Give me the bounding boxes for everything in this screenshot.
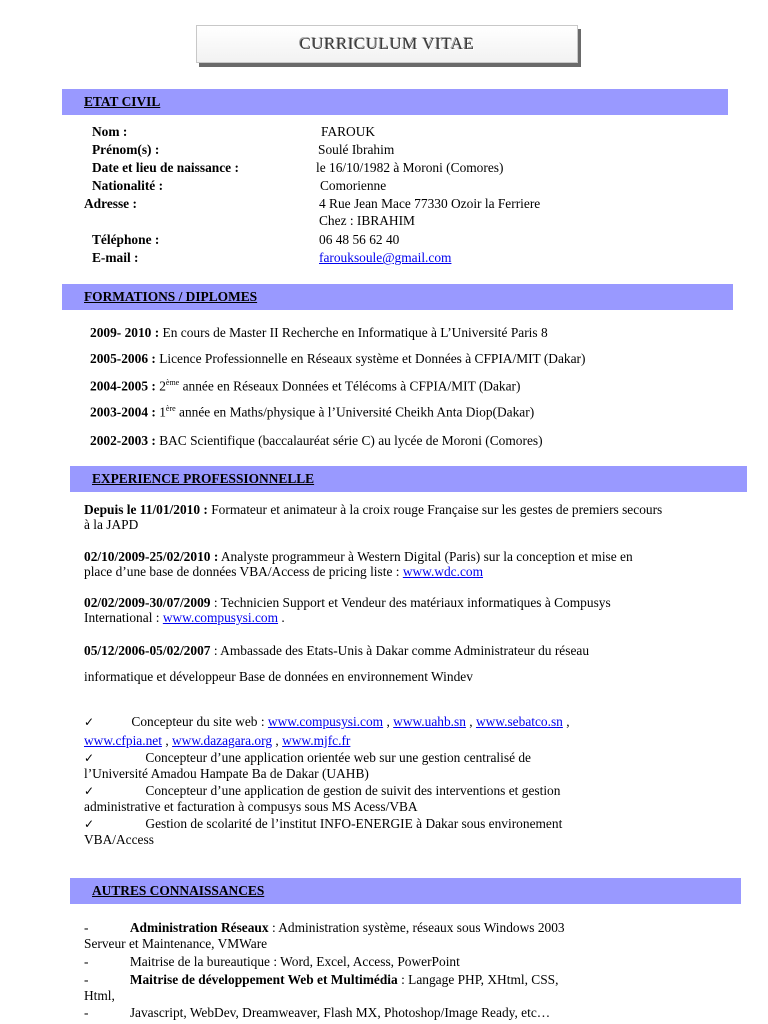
skill-bold: Administration Réseaux [129,920,269,935]
skill-item [84,1005,550,1021]
formation-item [90,378,520,394]
dash-bullet: - [84,972,89,987]
experience-text: Formateur et animateur à la croix rouge Française sur les gestes de premiers secours à la JAPD [84,502,663,532]
skill-text: Maitrise de la bureautique : Word, Excel, Access, PowerPoint [129,954,460,969]
section-heading-formations: FORMATIONS / DIPLOMES [84,289,258,304]
formation-text: BAC Scientifique (baccalauréat série C) au lycée de Moroni (Comores) [159,433,543,448]
label-email: E-mail : [92,250,139,265]
skill-text-line2: Serveur et Maintenance, VMWare [84,936,268,951]
section-band-experience [70,466,747,492]
site-link[interactable]: www.dazagara.org [172,733,273,748]
experience-period: 02/10/2009-25/02/2010 : [84,549,219,564]
experience-text: : Technicien Support et Vendeur des matériaux informatiques à Compusys International : [84,595,611,625]
cv-title-box [196,25,578,63]
section-band-autres [70,878,741,904]
formation-years: 2002-2003 : [90,433,156,448]
site-link[interactable]: www.compusysi.com [267,714,384,729]
value-nom: FAROUK [321,124,376,139]
formation-item [90,325,548,341]
bullet-text-line2: l’Université Amadou Hampate Ba de Dakar (UAHB) [84,766,369,781]
formation-sup: ère [165,404,176,413]
value-adresse: 4 Rue Jean Mace 77330 Ozoir la Ferriere [319,196,541,211]
value-adresse-chez: Chez : IBRAHIM [319,213,415,228]
email-link[interactable]: farouksoule@gmail.com [319,250,452,265]
formation-text: année en Réseaux Données et Télécoms à CFPIA/MIT (Dakar) [182,378,521,394]
bullet-text: Concepteur du site web : [131,714,265,729]
experience-text: Analyste programmeur à Western Digital (Paris) sur la conception et mise en place d’une base de données VBA/Access de pricing liste : [84,549,633,579]
formation-item [90,351,585,367]
experience-link[interactable]: www.compusysi.com [162,610,279,625]
label-adresse: Adresse : [84,196,137,211]
formation-years: 2009- 2010 : [90,325,160,340]
formation-ordinal: 2 [159,378,166,394]
skill-text: Javascript, WebDev, Dreamweaver, Flash MX, Photoshop/Image Ready, etc… [129,1005,551,1020]
bullet-item [84,750,531,766]
experience-text-line2: informatique et développeur Base de données en environnement Windev [84,669,473,684]
formation-item [90,404,534,420]
value-prenom: Soulé Ibrahim [318,142,395,157]
value-naissance: le 16/10/1982 à Moroni (Comores) [316,160,504,175]
cv-title: CURRICULUM VITAE [299,34,475,53]
experience-text: : Ambassade des Etats-Unis à Dakar comme Administrateur du réseau [213,643,590,658]
bullet-text: Gestion de scolarité de l’institut INFO-ENERGIE à Dakar sous environement [145,816,563,831]
label-prenom: Prénom(s) : [92,142,160,157]
site-link[interactable]: www.cfpia.net [84,733,162,748]
skill-item [84,972,558,988]
bullet-item: ✓ Concepteur du site web : www.compusysi.com , www.uahb.sn , www.sebatco.sn , [84,714,570,729]
bullet-item [84,816,562,832]
formation-ordinal: 1 [159,404,166,420]
checkmark-icon: ✓ [84,751,95,765]
bullet-text: Concepteur d’une application orientée web sur une gestion centralisé de [145,750,532,765]
site-link[interactable]: www.mjfc.fr [282,733,351,748]
dash-bullet: - [84,1005,89,1020]
dash-bullet: - [84,954,89,969]
section-heading-autres: AUTRES CONNAISSANCES [92,883,265,898]
formation-text: En cours de Master II Recherche en Informatique à L’Université Paris 8 [162,325,548,340]
formation-item [90,433,543,449]
label-nationalite: Nationalité : [92,178,164,193]
section-heading-etat-civil: ETAT CIVIL [84,94,161,109]
skill-item [84,954,460,970]
experience-item [84,549,664,579]
formation-sup: ème [165,378,180,387]
dash-bullet: - [84,920,89,935]
skill-text: : Administration système, réseaux sous Windows 2003 [271,920,565,935]
checkmark-icon: ✓ [84,784,95,798]
formation-years: 2005-2006 : [90,351,156,366]
section-band-etat-civil [62,89,728,115]
formation-years: 2003-2004 : [90,404,156,420]
bullet-item [84,783,560,799]
experience-period: 02/02/2009-30/07/2009 [84,595,211,610]
label-nom: Nom : [92,124,128,139]
formation-years: 2004-2005 : [90,378,156,394]
formation-text: Licence Professionnelle en Réseaux système et Données à CFPIA/MIT (Dakar) [159,351,586,366]
bullet-text-line2: administrative et facturation à compusys sous MS Acess/VBA [84,799,418,814]
skill-text: : Langage PHP, XHtml, CSS, [401,972,559,987]
value-telephone: 06 48 56 62 40 [319,232,400,247]
checkmark-icon: ✓ [84,817,95,831]
section-band-formations [62,284,733,310]
bullet-links-line2: www.cfpia.net , www.dazagara.org , www.mjfc.fr [84,733,351,748]
experience-period: Depuis le 11/01/2010 : [84,502,208,517]
section-heading-experience: EXPERIENCE PROFESSIONNELLE [92,471,315,486]
skill-text-line2: Html, [84,988,115,1003]
experience-item [84,643,589,659]
formation-text: année en Maths/physique à l’Université Cheikh Anta Diop(Dakar) [179,404,535,420]
value-nationalite: Comorienne [320,178,387,193]
label-telephone: Téléphone : [92,232,160,247]
site-link[interactable]: www.sebatco.sn [475,714,563,729]
label-naissance: Date et lieu de naissance : [92,160,239,175]
checkmark-icon: ✓ [84,715,95,729]
experience-item: 02/02/2009-30/07/2009 : Technicien Support et Vendeur des matériaux informatiques à Compusys International : www.compusysi.com . [84,595,611,625]
skill-bold: Maitrise de développement Web et Multimédia [129,972,398,987]
site-link[interactable]: www.uahb.sn [393,714,466,729]
bullet-text: Concepteur d’une application de gestion de suivit des interventions et gestion [145,783,561,798]
experience-item [84,502,664,532]
bullet-text-line2: VBA/Access [84,832,154,847]
skill-item [84,920,565,936]
experience-period: 05/12/2006-05/02/2007 [84,643,211,658]
experience-link[interactable]: www.wdc.com [402,564,484,579]
